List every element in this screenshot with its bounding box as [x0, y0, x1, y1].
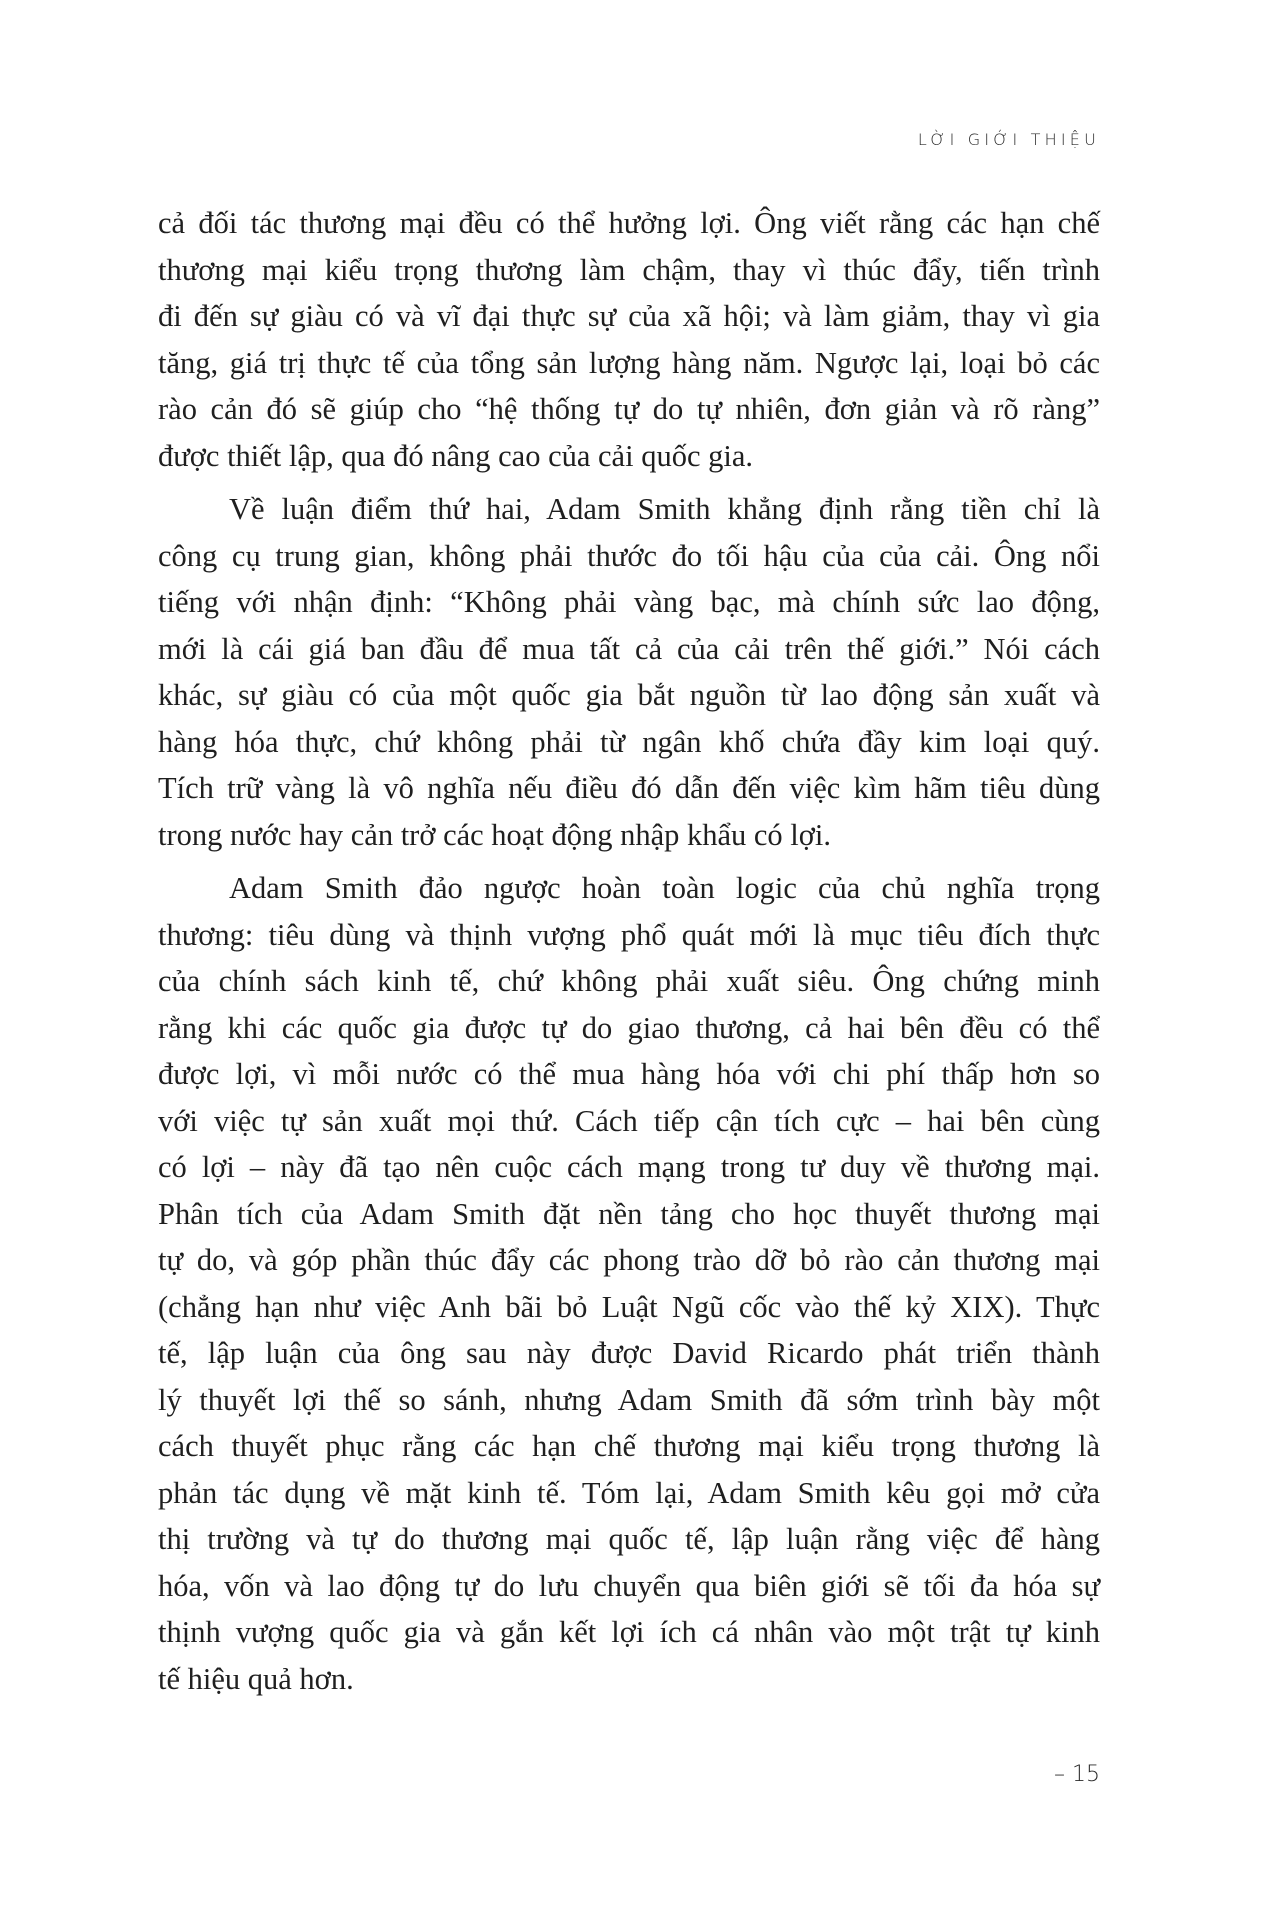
text-line: được lợi, vì mỗi nước có thể mua hàng hóa với chi phí thấp hơn so — [158, 1057, 1100, 1091]
text-line: tiếng với nhận định: “Không phải vàng bạc, mà chính sức lao động, — [158, 585, 1100, 619]
text-line: thương mại kiểu trọng thương làm chậm, thay vì thúc đẩy, tiến trình — [158, 252, 1100, 287]
text-line: phản tác dụng về mặt kinh tế. Tóm lại, Adam Smith kêu gọi mở cửa — [158, 1475, 1100, 1510]
text-line: tế, lập luận của ông sau này được David Ricardo phát triển thành — [158, 1336, 1100, 1370]
text-line: mới là cái giá ban đầu để mua tất cả của cải trên thế giới.” Nói cách — [158, 631, 1100, 666]
paragraph-3 — [158, 865, 1100, 1702]
text-line: thương: tiêu dùng và thịnh vượng phổ quát mới là mục tiêu đích thực — [158, 917, 1100, 952]
text-line: tăng, giá trị thực tế của tổng sản lượng hàng năm. Ngược lại, loại bỏ các — [158, 345, 1100, 380]
text-line: tự do, và góp phần thúc đẩy các phong trào dỡ bỏ rào cản thương mại — [158, 1243, 1100, 1277]
text-line: Adam Smith đảo ngược hoàn toàn logic của chủ nghĩa trọng — [229, 871, 1100, 905]
body-text — [158, 200, 1100, 1709]
text-line: công cụ trung gian, không phải thước đo tối hậu của của cải. Ông nổi — [158, 538, 1100, 573]
text-line: của chính sách kinh tế, chứ không phải xuất siêu. Ông chứng minh — [158, 964, 1100, 998]
text-line: Về luận điểm thứ hai, Adam Smith khẳng định rằng tiền chỉ là — [229, 492, 1100, 526]
running-header: LỜI GIỚI THIỆU — [917, 130, 1100, 149]
text-line: với việc tự sản xuất mọi thứ. Cách tiếp cận tích cực – hai bên cùng — [158, 1103, 1100, 1138]
text-line: cả đối tác thương mại đều có thể hưởng lợi. Ông viết rằng các hạn chế — [158, 206, 1100, 240]
text-line: Tích trữ vàng là vô nghĩa nếu điều đó dẫn đến việc kìm hãm tiêu dùng — [158, 771, 1100, 805]
text-line: hàng hóa thực, chứ không phải từ ngân khố chứa đầy kim loại quý. — [158, 724, 1100, 759]
text-line: thịnh vượng quốc gia và gắn kết lợi ích cá nhân vào một trật tự kinh — [158, 1615, 1100, 1649]
text-line: (chẳng hạn như việc Anh bãi bỏ Luật Ngũ cốc vào thế kỷ XIX). Thực — [158, 1289, 1100, 1324]
text-line: cách thuyết phục rằng các hạn chế thương mại kiểu trọng thương là — [158, 1429, 1100, 1463]
text-line: Phân tích của Adam Smith đặt nền tảng cho học thuyết thương mại — [158, 1196, 1100, 1231]
page-number: – 15 — [1054, 1762, 1100, 1787]
text-line: hóa, vốn và lao động tự do lưu chuyển qua biên giới sẽ tối đa hóa sự — [158, 1568, 1100, 1603]
text-line: lý thuyết lợi thế so sánh, nhưng Adam Smith đã sớm trình bày một — [158, 1382, 1100, 1417]
text-line: đi đến sự giàu có và vĩ đại thực sự của xã hội; và làm giảm, thay vì gia — [158, 299, 1100, 333]
text-line: trong nước hay cản trở các hoạt động nhập khẩu có lợi. — [158, 817, 832, 852]
text-line: rằng khi các quốc gia được tự do giao thương, cả hai bên đều có thể — [158, 1010, 1100, 1045]
paragraph-2 — [158, 486, 1100, 858]
text-line: có lợi – này đã tạo nên cuộc cách mạng trong tư duy về thương mại. — [158, 1150, 1100, 1184]
text-line: khác, sự giàu có của một quốc gia bắt nguồn từ lao động sản xuất và — [158, 678, 1100, 712]
text-line: tế hiệu quả hơn. — [158, 1661, 354, 1696]
paragraph-1 — [158, 200, 1100, 479]
text-line: được thiết lập, qua đó nâng cao của cải quốc gia. — [158, 438, 753, 473]
text-line: thị trường và tự do thương mại quốc tế, lập luận rằng việc để hàng — [158, 1522, 1100, 1556]
text-line: rào cản đó sẽ giúp cho “hệ thống tự do tự nhiên, đơn giản và rõ ràng” — [158, 392, 1100, 426]
